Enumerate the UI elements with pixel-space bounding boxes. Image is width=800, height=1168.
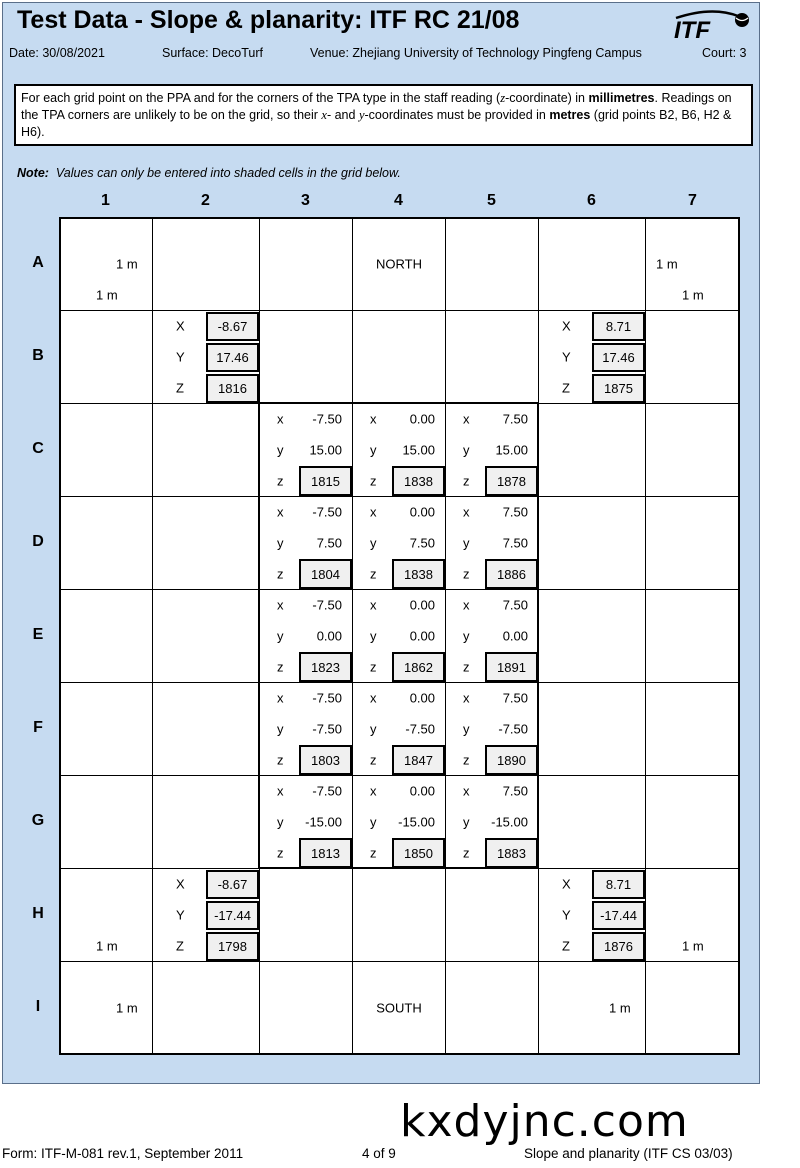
svg-text:ITF: ITF — [674, 17, 710, 40]
ppa-C3-z-input[interactable]: 1815 — [299, 466, 352, 496]
ppa-F5-y-value: -7.50 — [498, 721, 528, 736]
scale-label: 1 m — [116, 256, 138, 272]
scale-label: 1 m — [682, 287, 704, 303]
ppa-E5-y-label: y — [463, 628, 470, 643]
ppa-D3-z-label: z — [277, 566, 284, 581]
ppa-D4-x-label: x — [370, 504, 377, 519]
ppa-F5-z-input[interactable]: 1890 — [485, 745, 538, 775]
ppa-G4-x-label: x — [370, 783, 377, 798]
instructions-box — [14, 84, 753, 146]
column-header-7: 7 — [688, 192, 697, 209]
watermark: kxdyjnc.com — [400, 1096, 689, 1147]
ppa-C5-y-label: y — [463, 442, 470, 457]
ppa-D5-z-label: z — [463, 566, 470, 581]
row-header-H: H — [32, 904, 44, 922]
tpa-H2-x-input[interactable]: -8.67 — [206, 870, 259, 899]
ppa-E3-z-input[interactable]: 1823 — [299, 652, 352, 682]
instructions-text: . Readings on the TPA corners are unlikely to be on the grid, so their — [21, 91, 732, 122]
ppa-G3-z-label: z — [277, 845, 284, 860]
page-title: Test Data - Slope & planarity: ITF RC 21/08 — [17, 6, 520, 34]
ppa-E4-y-label: y — [370, 628, 377, 643]
scale-label: 1 m — [609, 1000, 631, 1016]
ppa-F3-x-label: x — [277, 690, 284, 705]
ppa-G3-y-value: -15.00 — [305, 814, 342, 829]
scale-label: 1 m — [682, 938, 704, 954]
ppa-G4-y-value: -15.00 — [398, 814, 435, 829]
tpa-H2-y-label: Y — [176, 907, 185, 922]
ppa-C4-y-value: 15.00 — [402, 442, 435, 457]
ppa-E5-z-label: z — [463, 659, 470, 674]
ppa-D5-z-input[interactable]: 1886 — [485, 559, 538, 589]
instructions-text: - and — [326, 108, 359, 122]
north-label: NORTH — [376, 256, 422, 272]
ppa-F4-z-label: z — [370, 752, 377, 767]
ppa-F5-x-value: 7.50 — [502, 690, 528, 705]
ppa-C3-x-label: x — [277, 411, 284, 426]
ppa-E4-x-label: x — [370, 597, 377, 612]
row-header-C: C — [32, 439, 44, 457]
ppa-E5-y-value: 0.00 — [502, 628, 528, 643]
ppa-G3-x-label: x — [277, 783, 284, 798]
note-label: Note: — [17, 166, 49, 180]
ppa-D3-y-value: 7.50 — [316, 535, 342, 550]
ppa-F4-y-label: y — [370, 721, 377, 736]
ppa-E3-y-label: y — [277, 628, 284, 643]
column-header-6: 6 — [587, 192, 596, 209]
date-label: Date: 30/08/2021 — [9, 46, 105, 60]
ppa-F3-y-label: y — [277, 721, 284, 736]
column-header-3: 3 — [301, 192, 310, 209]
tpa-H6-x-input[interactable]: 8.71 — [592, 870, 645, 899]
ppa-C5-z-input[interactable]: 1878 — [485, 466, 538, 496]
column-header-5: 5 — [487, 192, 496, 209]
ppa-D5-x-value: 7.50 — [502, 504, 528, 519]
ppa-G5-x-label: x — [463, 783, 470, 798]
ppa-E5-x-value: 7.50 — [502, 597, 528, 612]
ppa-G4-z-input[interactable]: 1850 — [392, 838, 445, 868]
y-symbol: y — [358, 108, 365, 122]
ppa-E5-x-label: x — [463, 597, 470, 612]
ppa-F3-z-input[interactable]: 1803 — [299, 745, 352, 775]
tpa-H2-x-label: X — [176, 876, 185, 891]
ppa-C3-z-label: z — [277, 473, 284, 488]
row-header-D: D — [32, 532, 44, 550]
ppa-E3-x-label: x — [277, 597, 284, 612]
ppa-F3-z-label: z — [277, 752, 284, 767]
tpa-H6-z-label: Z — [562, 938, 570, 953]
note — [17, 166, 401, 180]
ppa-E3-x-value: -7.50 — [312, 597, 342, 612]
tpa-H6-y-label: Y — [562, 907, 571, 922]
ppa-C4-x-label: x — [370, 411, 377, 426]
ppa-F5-x-label: x — [463, 690, 470, 705]
row-header-G: G — [31, 811, 45, 829]
ppa-F5-y-label: y — [463, 721, 470, 736]
ppa-G5-y-value: -15.00 — [491, 814, 528, 829]
south-label: SOUTH — [376, 1000, 422, 1016]
ppa-F4-z-input[interactable]: 1847 — [392, 745, 445, 775]
ppa-D5-y-label: y — [463, 535, 470, 550]
ppa-G3-z-input[interactable]: 1813 — [299, 838, 352, 868]
ppa-F4-y-value: -7.50 — [405, 721, 435, 736]
scale-label: 1 m — [116, 1000, 138, 1016]
ppa-G4-z-label: z — [370, 845, 377, 860]
millimetres-bold: millimetres — [588, 91, 655, 105]
tpa-B2-x-label: X — [176, 318, 185, 333]
ppa-D4-y-label: y — [370, 535, 377, 550]
ppa-C5-x-value: 7.50 — [502, 411, 528, 426]
ppa-F4-x-value: 0.00 — [409, 690, 435, 705]
tpa-H6-z-input[interactable]: 1876 — [592, 932, 645, 961]
ppa-E3-z-label: z — [277, 659, 284, 674]
note-text: Values can only be entered into shaded cells in the grid below. — [55, 166, 401, 180]
tpa-B6-z-label: Z — [562, 380, 570, 395]
ppa-E4-y-value: 0.00 — [409, 628, 435, 643]
ppa-D4-y-value: 7.50 — [409, 535, 435, 550]
ppa-F3-y-value: -7.50 — [312, 721, 342, 736]
instructions-text: For each grid point on the PPA and for the corners of the TPA type in the staff reading ( — [21, 91, 501, 105]
tpa-B6-y-input[interactable]: 17.46 — [592, 343, 645, 372]
row-header-F: F — [33, 718, 43, 736]
x-symbol: x — [321, 108, 327, 122]
grid-row-line — [61, 961, 738, 962]
ppa-C5-y-value: 15.00 — [495, 442, 528, 457]
metres-bold: metres — [549, 108, 591, 122]
tpa-B2-y-input[interactable]: 17.46 — [206, 343, 259, 372]
footer-page: 4 of 9 — [362, 1146, 396, 1161]
tpa-H6-y-input[interactable]: -17.44 — [592, 901, 645, 930]
instructions-text: (grid points B2, B6, H2 & H6). — [21, 108, 732, 139]
instructions-text: -coordinates must be provided in — [364, 108, 550, 122]
ppa-C3-x-value: -7.50 — [312, 411, 342, 426]
tpa-H2-z-label: Z — [176, 938, 184, 953]
ppa-D4-z-input[interactable]: 1838 — [392, 559, 445, 589]
tpa-H6-x-label: X — [562, 876, 571, 891]
ppa-G4-y-label: y — [370, 814, 377, 829]
ppa-E4-z-input[interactable]: 1862 — [392, 652, 445, 682]
surface-label: Surface: DecoTurf — [162, 46, 263, 60]
row-header-B: B — [32, 346, 44, 364]
ppa-G3-x-value: -7.50 — [312, 783, 342, 798]
ppa-E3-y-value: 0.00 — [316, 628, 342, 643]
ppa-D3-z-input[interactable]: 1804 — [299, 559, 352, 589]
grid-column-line — [645, 219, 646, 1053]
ppa-F4-x-label: x — [370, 690, 377, 705]
tpa-H2-z-input[interactable]: 1798 — [206, 932, 259, 961]
scale-label: 1 m — [96, 938, 118, 954]
ppa-E5-z-input[interactable]: 1891 — [485, 652, 538, 682]
ppa-C4-z-label: z — [370, 473, 377, 488]
ppa-E4-x-value: 0.00 — [409, 597, 435, 612]
ppa-G5-z-input[interactable]: 1883 — [485, 838, 538, 868]
tpa-B2-y-label: Y — [176, 349, 185, 364]
ppa-G3-y-label: y — [277, 814, 284, 829]
scale-label: 1 m — [656, 256, 678, 272]
tpa-H2-y-input[interactable]: -17.44 — [206, 901, 259, 930]
ppa-F5-z-label: z — [463, 752, 470, 767]
ppa-D4-z-label: z — [370, 566, 377, 581]
tpa-B2-z-input[interactable]: 1816 — [206, 374, 259, 403]
tpa-B2-z-label: Z — [176, 380, 184, 395]
row-header-I: I — [35, 998, 41, 1015]
z-symbol: z — [500, 91, 506, 105]
ppa-D4-x-value: 0.00 — [409, 504, 435, 519]
ppa-C5-x-label: x — [463, 411, 470, 426]
scale-label: 1 m — [96, 287, 118, 303]
tpa-B6-x-label: X — [562, 318, 571, 333]
court-label: Court: 3 — [702, 46, 747, 60]
ppa-F3-x-value: -7.50 — [312, 690, 342, 705]
ppa-D5-y-value: 7.50 — [502, 535, 528, 550]
ppa-C3-y-value: 15.00 — [309, 442, 342, 457]
ppa-G5-x-value: 7.50 — [502, 783, 528, 798]
itf-logo — [672, 8, 752, 40]
row-header-A: A — [32, 253, 44, 271]
ppa-C4-z-input[interactable]: 1838 — [392, 466, 445, 496]
ppa-C5-z-label: z — [463, 473, 470, 488]
tpa-B6-x-input[interactable]: 8.71 — [592, 312, 645, 341]
tpa-B6-y-label: Y — [562, 349, 571, 364]
grid-column-line — [152, 219, 153, 1053]
tpa-B6-z-input[interactable]: 1875 — [592, 374, 645, 403]
column-header-1: 1 — [101, 192, 110, 209]
tpa-B2-x-input[interactable]: -8.67 — [206, 312, 259, 341]
footer-form: Form: ITF-M-081 rev.1, September 2011 — [2, 1146, 244, 1161]
venue-label: Venue: Zhejiang University of Technology Pingfeng Campus — [310, 46, 642, 60]
ppa-G5-y-label: y — [463, 814, 470, 829]
footer-section: Slope and planarity (ITF CS 03/03) — [524, 1146, 733, 1161]
ppa-D3-y-label: y — [277, 535, 284, 550]
column-header-2: 2 — [201, 192, 210, 209]
column-header-4: 4 — [394, 192, 403, 209]
instructions-text: -coordinate) in — [505, 91, 589, 105]
ppa-C3-y-label: y — [277, 442, 284, 457]
ppa-G5-z-label: z — [463, 845, 470, 860]
ppa-G4-x-value: 0.00 — [409, 783, 435, 798]
ppa-E4-z-label: z — [370, 659, 377, 674]
ppa-D3-x-label: x — [277, 504, 284, 519]
ppa-D5-x-label: x — [463, 504, 470, 519]
ppa-D3-x-value: -7.50 — [312, 504, 342, 519]
ppa-C4-x-value: 0.00 — [409, 411, 435, 426]
row-header-E: E — [32, 625, 44, 643]
ppa-C4-y-label: y — [370, 442, 377, 457]
